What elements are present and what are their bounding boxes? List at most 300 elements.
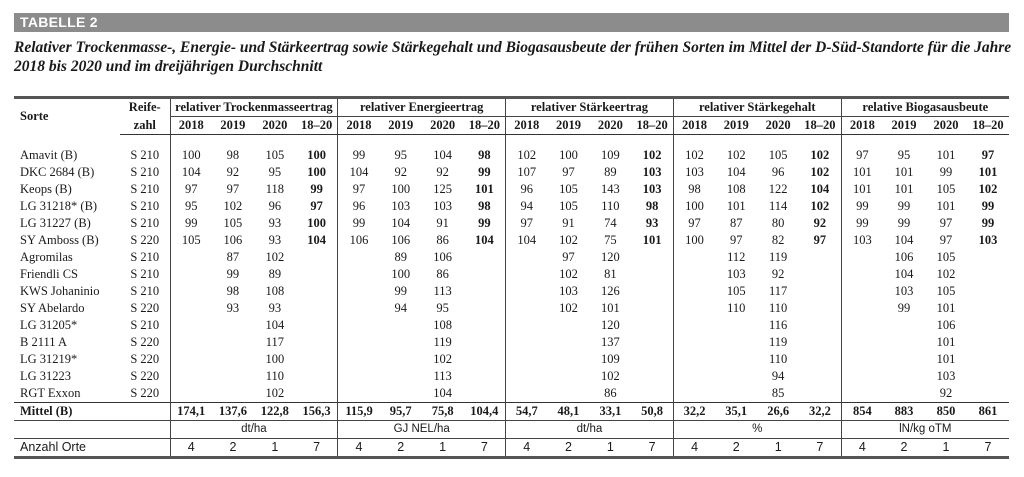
value-cell xyxy=(631,266,673,283)
row-label: Agromilas xyxy=(20,250,73,264)
value-cell xyxy=(799,385,841,403)
value-cell: 92 xyxy=(771,267,785,281)
value-cell: 100 xyxy=(307,148,326,162)
value-cell xyxy=(799,300,841,317)
data-table xyxy=(14,96,1009,459)
value-cell: 104 xyxy=(307,233,326,247)
reifezahl-cell: S 220 xyxy=(130,386,160,400)
value-cell: 101 xyxy=(894,165,914,179)
value-cell: 861 xyxy=(967,403,1009,421)
value-cell xyxy=(673,317,715,334)
value-cell: 99 xyxy=(897,301,911,315)
value-cell: 116 xyxy=(769,318,788,332)
value-cell: 101 xyxy=(936,352,956,366)
value-cell xyxy=(464,334,506,351)
value-cell: 110 xyxy=(727,301,746,315)
value-cell: 102 xyxy=(673,147,715,164)
value-cell: 101 xyxy=(894,182,914,196)
value-cell: 102 xyxy=(506,147,548,164)
value-cell: 106 xyxy=(433,250,453,264)
value-cell xyxy=(841,283,883,300)
row-label: LG 31205* xyxy=(20,318,78,332)
value-cell: 89 xyxy=(604,165,617,179)
value-cell: 107 xyxy=(506,164,548,181)
value-cell xyxy=(967,283,1009,300)
value-cell: 100 xyxy=(307,216,326,230)
header-year-cell: 18–20 xyxy=(967,117,1009,135)
value-cell: 105 xyxy=(170,232,212,249)
value-cell: 113 xyxy=(433,284,452,298)
unit-label: GJ NEL/ha xyxy=(338,421,506,439)
value-cell: 108 xyxy=(726,182,746,196)
value-cell: 92 xyxy=(813,216,827,230)
value-cell: 98 xyxy=(226,284,240,298)
value-cell: 98 xyxy=(478,199,491,213)
value-cell: 102 xyxy=(601,369,620,383)
value-cell: 94 xyxy=(506,198,548,215)
value-cell xyxy=(170,368,212,385)
value-cell: 7 xyxy=(967,439,1009,458)
header-group-staerkegehalt: relativer Stärkegehalt xyxy=(673,98,841,117)
value-cell: 96 xyxy=(771,165,785,179)
value-cell xyxy=(548,385,590,403)
value-cell: 95 xyxy=(897,148,911,162)
value-cell xyxy=(338,266,380,283)
value-cell xyxy=(883,385,925,403)
value-cell xyxy=(715,368,757,385)
row-label: RGT Exxon xyxy=(20,386,81,400)
value-cell xyxy=(631,300,673,317)
reifezahl-cell: S 210 xyxy=(130,250,160,264)
value-cell: 110 xyxy=(769,352,788,366)
header-reife-line1: Reife- xyxy=(120,98,170,117)
table-label: TABELLE 2 xyxy=(20,14,98,30)
header-year-cell: 2020 xyxy=(589,117,631,135)
value-cell xyxy=(506,317,548,334)
value-cell xyxy=(296,351,338,368)
value-cell xyxy=(338,385,380,403)
reifezahl-cell xyxy=(120,403,170,421)
value-cell xyxy=(506,300,548,317)
header-year-cell: 18–20 xyxy=(631,117,673,135)
value-cell: 109 xyxy=(601,148,620,162)
value-cell: 106 xyxy=(936,318,956,332)
value-cell: 2 xyxy=(380,439,422,458)
value-cell: 102 xyxy=(265,250,285,264)
value-cell: 110 xyxy=(601,199,620,213)
value-cell: 4 xyxy=(170,439,212,458)
value-cell xyxy=(715,334,757,351)
value-cell: 101 xyxy=(601,301,620,315)
value-cell xyxy=(170,266,212,283)
value-cell: 99 xyxy=(394,284,407,298)
value-cell xyxy=(296,334,338,351)
value-cell: 99 xyxy=(226,267,240,281)
reifezahl-cell: S 210 xyxy=(130,199,160,213)
value-cell: 54,7 xyxy=(506,403,548,421)
value-cell: 95 xyxy=(394,148,407,162)
value-cell: 115,9 xyxy=(338,403,380,421)
value-cell xyxy=(841,368,883,385)
value-cell: 4 xyxy=(673,439,715,458)
value-cell: 89 xyxy=(268,267,282,281)
value-cell: 103 xyxy=(642,182,662,196)
value-cell: 97 xyxy=(939,216,953,230)
value-cell xyxy=(715,317,757,334)
value-cell: 92 xyxy=(436,165,449,179)
table-title: Relativer Trockenmasse-, Energie- und Stärkeertrag sowie Stärkegehalt und Biogasausbeute der frühen Sorten im Mittel der D-Süd-Standorte für die Jahre 2018 bis 2020 und im dreijährigen Durchschnitt xyxy=(14,39,1012,75)
value-cell: 102 xyxy=(559,301,578,315)
value-cell xyxy=(967,351,1009,368)
value-cell xyxy=(170,385,212,403)
value-cell: 1 xyxy=(422,439,464,458)
value-cell xyxy=(338,368,380,385)
value-cell xyxy=(799,317,841,334)
value-cell: 1 xyxy=(925,439,967,458)
value-cell xyxy=(967,249,1009,266)
value-cell: 883 xyxy=(883,403,925,421)
value-cell: 101 xyxy=(841,181,883,198)
value-cell: 125 xyxy=(433,182,453,196)
value-cell xyxy=(212,385,254,403)
value-cell xyxy=(506,351,548,368)
header-group-energie: relativer Energieertrag xyxy=(338,98,506,117)
unit-label: % xyxy=(673,421,841,439)
value-cell: 99 xyxy=(841,198,883,215)
value-cell xyxy=(338,249,380,266)
value-cell xyxy=(464,249,506,266)
header-year-cell: 2020 xyxy=(422,117,464,135)
value-cell xyxy=(673,266,715,283)
value-cell: 104 xyxy=(894,267,914,281)
value-cell: 93 xyxy=(226,301,240,315)
value-cell: 104 xyxy=(338,164,380,181)
value-cell xyxy=(464,283,506,300)
value-cell: 96 xyxy=(506,181,548,198)
value-cell: 114 xyxy=(769,199,788,213)
value-cell xyxy=(380,334,422,351)
value-cell: 93 xyxy=(645,216,659,230)
value-cell: 1 xyxy=(254,439,296,458)
header-year-cell: 2019 xyxy=(212,117,254,135)
header-year-cell: 2019 xyxy=(883,117,925,135)
value-cell xyxy=(548,368,590,385)
value-cell: 101 xyxy=(474,182,494,196)
value-cell xyxy=(673,385,715,403)
value-cell: 1 xyxy=(757,439,799,458)
value-cell: 122 xyxy=(768,182,788,196)
reifezahl-cell: S 220 xyxy=(130,301,160,315)
value-cell xyxy=(841,266,883,283)
value-cell xyxy=(506,334,548,351)
value-cell xyxy=(296,368,338,385)
value-cell: 854 xyxy=(841,403,883,421)
value-cell xyxy=(673,334,715,351)
value-cell: 100 xyxy=(559,148,578,162)
header-group-biogas: relative Biogasausbeute xyxy=(841,98,1009,117)
value-cell: 105 xyxy=(559,182,578,196)
reifezahl-cell: S 210 xyxy=(130,216,160,230)
value-cell: 96 xyxy=(268,199,282,213)
value-cell: 100 xyxy=(673,232,715,249)
value-cell: 106 xyxy=(223,233,243,247)
value-cell xyxy=(631,385,673,403)
value-cell xyxy=(883,334,925,351)
value-cell: 156,3 xyxy=(296,403,338,421)
value-cell xyxy=(338,351,380,368)
row-label: Mittel (B) xyxy=(14,403,120,421)
value-cell: 81 xyxy=(604,267,617,281)
value-cell xyxy=(338,300,380,317)
value-cell: 103 xyxy=(642,165,662,179)
value-cell: 91 xyxy=(436,216,449,230)
value-cell: 91 xyxy=(562,216,575,230)
value-cell: 109 xyxy=(601,352,620,366)
value-cell: 101 xyxy=(936,301,956,315)
value-cell: 94 xyxy=(771,369,785,383)
value-cell: 1 xyxy=(589,439,631,458)
value-cell: 119 xyxy=(769,335,788,349)
value-cell: 100 xyxy=(391,267,411,281)
value-cell: 101 xyxy=(726,199,746,213)
value-cell: 97 xyxy=(170,181,212,198)
table-row xyxy=(14,266,1009,283)
value-cell xyxy=(673,351,715,368)
value-cell: 105 xyxy=(936,250,956,264)
value-cell: 118 xyxy=(265,182,284,196)
value-cell: 105 xyxy=(936,182,956,196)
value-cell xyxy=(883,351,925,368)
value-cell xyxy=(506,266,548,283)
value-cell: 99 xyxy=(338,215,380,232)
value-cell: 32,2 xyxy=(673,403,715,421)
value-cell: 108 xyxy=(433,318,453,332)
value-cell: 35,1 xyxy=(715,403,757,421)
value-cell: 104,4 xyxy=(464,403,506,421)
value-cell: 97 xyxy=(939,233,953,247)
row-label: LG 31227 (B) xyxy=(20,216,91,230)
value-cell: 99 xyxy=(981,199,995,213)
value-cell: 92 xyxy=(226,165,240,179)
row-label: Amavit (B) xyxy=(20,148,78,162)
value-cell: 137 xyxy=(601,335,620,349)
table-row xyxy=(14,147,1009,164)
value-cell: 80 xyxy=(771,216,785,230)
value-cell: 101 xyxy=(936,335,956,349)
value-cell xyxy=(338,283,380,300)
row-label: SY Amboss (B) xyxy=(20,233,99,247)
value-cell xyxy=(673,283,715,300)
value-cell xyxy=(170,300,212,317)
value-cell xyxy=(464,385,506,403)
value-cell xyxy=(170,351,212,368)
value-cell xyxy=(799,266,841,283)
value-cell: 97 xyxy=(729,233,743,247)
header-year-cell: 18–20 xyxy=(464,117,506,135)
value-cell: 106 xyxy=(894,250,914,264)
value-cell: 99 xyxy=(170,215,212,232)
value-cell xyxy=(296,300,338,317)
value-cell xyxy=(967,266,1009,283)
value-cell: 97 xyxy=(506,215,548,232)
value-cell xyxy=(799,334,841,351)
value-cell: 101 xyxy=(936,199,956,213)
header-year-cell: 18–20 xyxy=(296,117,338,135)
value-cell xyxy=(715,351,757,368)
table-label-bar xyxy=(14,13,1009,32)
table-row xyxy=(14,232,1009,249)
value-cell: 93 xyxy=(268,301,282,315)
row-label: B 2111 A xyxy=(20,335,67,349)
value-cell: 102 xyxy=(978,182,998,196)
value-cell: 103 xyxy=(433,199,453,213)
reifezahl-cell: S 210 xyxy=(130,318,160,332)
value-cell: 102 xyxy=(642,148,662,162)
value-cell xyxy=(841,334,883,351)
value-cell xyxy=(631,351,673,368)
value-cell: 92 xyxy=(394,165,407,179)
value-cell: 101 xyxy=(841,164,883,181)
value-cell: 97 xyxy=(813,233,827,247)
value-cell: 95 xyxy=(170,198,212,215)
row-label: LG 31223 xyxy=(20,369,72,383)
value-cell: 48,1 xyxy=(548,403,590,421)
value-cell xyxy=(380,351,422,368)
value-cell: 104 xyxy=(391,216,411,230)
value-cell xyxy=(296,249,338,266)
value-cell: 106 xyxy=(391,233,411,247)
value-cell: 99 xyxy=(897,199,911,213)
value-cell: 103 xyxy=(936,369,956,383)
header-year-cell: 2019 xyxy=(380,117,422,135)
header-group-staerkeertrag: relativer Stärkeertrag xyxy=(506,98,674,117)
table-row xyxy=(14,300,1009,317)
value-cell: 104 xyxy=(265,318,285,332)
value-cell: 102 xyxy=(936,267,956,281)
value-cell xyxy=(296,317,338,334)
value-cell: 2 xyxy=(548,439,590,458)
row-label: KWS Johaninio xyxy=(20,284,100,298)
value-cell: 92 xyxy=(939,386,953,400)
value-cell xyxy=(967,300,1009,317)
header-sorte: Sorte xyxy=(14,98,120,135)
value-cell: 102 xyxy=(810,199,830,213)
value-cell: 99 xyxy=(841,215,883,232)
reifezahl-cell: S 220 xyxy=(130,335,160,349)
row-label: DKC 2684 (B) xyxy=(20,165,95,179)
value-cell xyxy=(464,266,506,283)
value-cell xyxy=(715,385,757,403)
reifezahl-cell: S 210 xyxy=(130,267,160,281)
value-cell: 143 xyxy=(601,182,620,196)
table-row xyxy=(14,164,1009,181)
value-cell: 86 xyxy=(436,233,449,247)
unit-label: dt/ha xyxy=(170,421,338,439)
value-cell xyxy=(170,317,212,334)
value-cell: 4 xyxy=(841,439,883,458)
value-cell: 850 xyxy=(925,403,967,421)
value-cell xyxy=(380,317,422,334)
value-cell: 50,8 xyxy=(631,403,673,421)
value-cell: 86 xyxy=(604,386,617,400)
value-cell xyxy=(338,334,380,351)
value-cell xyxy=(338,317,380,334)
value-cell xyxy=(631,249,673,266)
value-cell: 4 xyxy=(506,439,548,458)
value-cell: 104 xyxy=(810,182,830,196)
value-cell: 85 xyxy=(771,386,785,400)
value-cell: 100 xyxy=(391,182,411,196)
header-reife-line2: zahl xyxy=(120,117,170,135)
value-cell: 97 xyxy=(981,148,995,162)
value-cell: 102 xyxy=(223,199,243,213)
value-cell: 110 xyxy=(265,369,284,383)
value-cell xyxy=(548,334,590,351)
row-label: Keops (B) xyxy=(20,182,72,196)
row-label: SY Abelardo xyxy=(20,301,85,315)
table-row xyxy=(14,317,1009,334)
value-cell: 7 xyxy=(631,439,673,458)
value-cell: 7 xyxy=(799,439,841,458)
value-cell: 104 xyxy=(170,164,212,181)
value-cell: 106 xyxy=(338,232,380,249)
value-cell xyxy=(673,368,715,385)
value-cell xyxy=(799,351,841,368)
value-cell: 97 xyxy=(841,147,883,164)
table-row xyxy=(14,198,1009,215)
value-cell: 98 xyxy=(226,148,240,162)
value-cell: 120 xyxy=(601,250,620,264)
reifezahl-cell: S 220 xyxy=(130,369,160,383)
value-cell: 99 xyxy=(897,216,911,230)
unit-label: lN/kg oTM xyxy=(841,421,1009,439)
value-cell: 33,1 xyxy=(589,403,631,421)
reifezahl-cell xyxy=(120,439,170,458)
value-cell: 97 xyxy=(226,182,240,196)
value-cell: 82 xyxy=(771,233,785,247)
value-cell xyxy=(212,351,254,368)
value-cell: 120 xyxy=(601,318,620,332)
value-cell xyxy=(506,249,548,266)
value-cell: 105 xyxy=(265,148,285,162)
header-year-cell: 18–20 xyxy=(799,117,841,135)
value-cell xyxy=(841,249,883,266)
header-year-cell: 2018 xyxy=(673,117,715,135)
value-cell: 98 xyxy=(673,181,715,198)
value-cell: 93 xyxy=(268,216,282,230)
reifezahl-cell: S 220 xyxy=(130,352,160,366)
value-cell: 4 xyxy=(338,439,380,458)
value-cell: 95,7 xyxy=(380,403,422,421)
value-cell: 75,8 xyxy=(422,403,464,421)
value-cell xyxy=(967,317,1009,334)
header-year-cell: 2018 xyxy=(170,117,212,135)
value-cell: 102 xyxy=(810,148,830,162)
value-cell: 119 xyxy=(433,335,452,349)
value-cell: 96 xyxy=(338,198,380,215)
row-label: Anzahl Orte xyxy=(14,439,120,458)
table-row xyxy=(14,334,1009,351)
value-cell: 103 xyxy=(726,267,746,281)
value-cell: 102 xyxy=(433,352,453,366)
value-cell: 105 xyxy=(726,284,746,298)
value-cell: 100 xyxy=(307,165,326,179)
value-cell: 110 xyxy=(769,301,788,315)
value-cell xyxy=(799,283,841,300)
header-year-cell: 2019 xyxy=(548,117,590,135)
value-cell: 103 xyxy=(894,284,914,298)
value-cell xyxy=(967,368,1009,385)
